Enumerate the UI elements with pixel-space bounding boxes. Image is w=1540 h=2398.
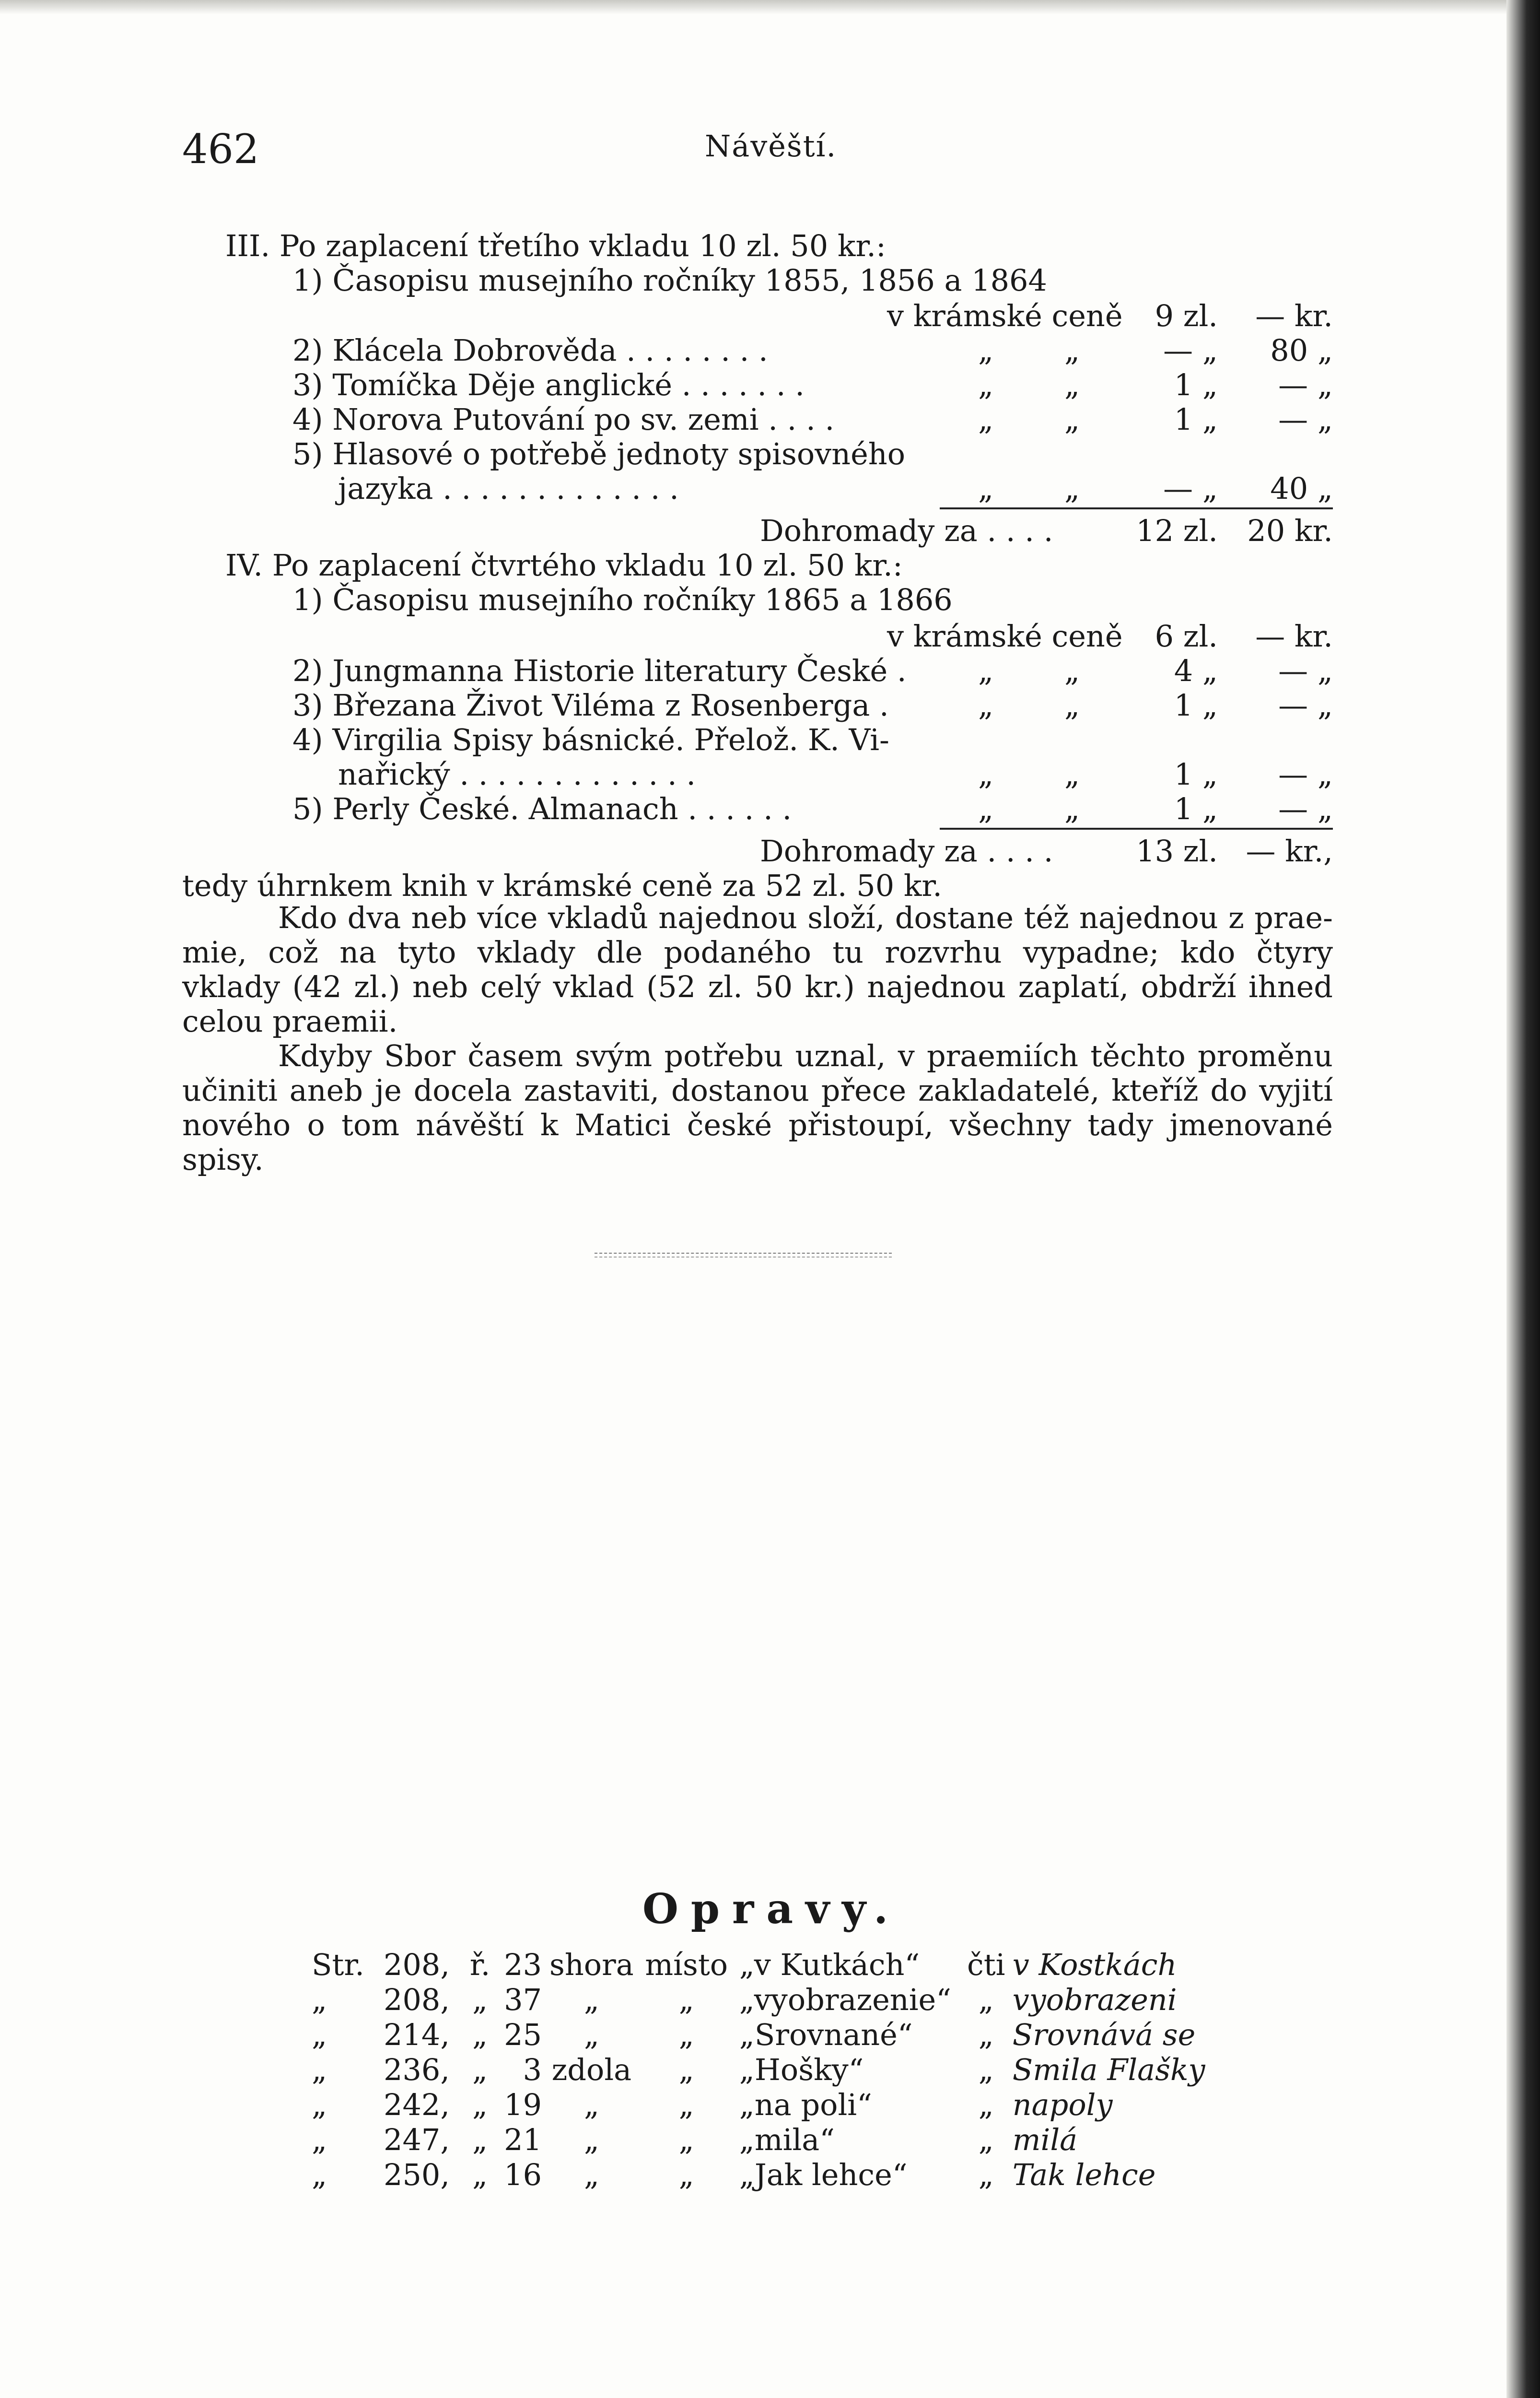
errata-row — [312, 2122, 1300, 2157]
ditto-mark: „ — [1064, 402, 1080, 437]
section-iii-item-3-kr: — „ — [1278, 367, 1333, 402]
section-separator — [595, 1253, 892, 1258]
errata-row-abbr: ř. — [469, 1947, 490, 1982]
paragraph-2-line-4: spisy. — [182, 1142, 264, 1177]
section-iv-item-2-zl: 4 „ — [1174, 653, 1218, 688]
section-iv-item-3-zl: 1 „ — [1174, 688, 1218, 723]
section-iii-item-4-kr: — „ — [1278, 402, 1333, 437]
errata-row-abbr: „ — [472, 1982, 488, 2017]
errata-line: 37 — [504, 1982, 542, 2017]
errata-correct: vyobrazeni — [1012, 1982, 1177, 2017]
summary-line: tedy úhrnkem knih v krámské ceně za 52 zl. 50 kr. — [182, 868, 942, 903]
ditto-mark: „ — [978, 653, 994, 688]
section-iv-total-zl: 13 zl. — [1136, 834, 1218, 869]
errata-wrong: „v Kutkách“ — [739, 1947, 920, 1982]
errata-str: „ — [312, 2157, 327, 2192]
section-iv-item-4-cont: nařický . . . . . . . . . . . . . — [338, 757, 696, 792]
section-iv-item-5-zl: 1 „ — [1174, 791, 1218, 826]
section-iv-item-2: 2) Jungmanna Historie literatury České . — [292, 653, 907, 688]
errata-cti: „ — [978, 2017, 994, 2052]
paragraph-1-line-1: Kdo dva neb více vkladů najednou složí, dostane též najednou z prae- — [278, 900, 1333, 935]
errata-row-abbr: „ — [472, 2017, 488, 2052]
section-iv-item-2-kr: — „ — [1278, 653, 1333, 688]
section-iii-total-zl: 12 zl. — [1136, 513, 1218, 548]
paragraph-1-line-3: vklady (42 zl.) neb celý vklad (52 zl. 50 kr.) najednou zaplatí, obdrží ihned — [182, 969, 1333, 1004]
ditto-mark: „ — [1064, 367, 1080, 402]
section-iii-total-label: Dohromady za . . . . — [760, 513, 1053, 548]
errata-wrong: „Jak lehce“ — [739, 2157, 908, 2192]
section-iii-item-5: 5) Hlasové o potřebě jednoty spisovného — [292, 436, 906, 471]
errata-misto: „ — [678, 2052, 694, 2087]
errata-str: „ — [312, 2087, 327, 2122]
errata-page: 247, — [384, 2122, 450, 2157]
ditto-mark: „ — [1064, 688, 1080, 723]
paragraph-1-line-2: mie, což na tyto vklady dle podaného tu rozvrhu vypadne; kdo čtyry — [182, 935, 1333, 970]
ditto-mark: „ — [978, 402, 994, 437]
section-iii-item-5-zl: — „ — [1163, 471, 1218, 506]
errata-cti: „ — [978, 2122, 994, 2157]
errata-misto: „ — [678, 2157, 694, 2192]
ditto-mark: „ — [978, 471, 994, 506]
errata-row-abbr: „ — [472, 2087, 488, 2122]
ditto-mark: „ — [1064, 471, 1080, 506]
errata-row — [312, 1947, 1300, 1982]
scan-right-edge — [1506, 0, 1540, 2398]
errata-line: 19 — [504, 2087, 542, 2122]
errata-position: zdola — [551, 2052, 632, 2087]
paragraph-2-line-2: učiniti aneb je docela zastaviti, dostanou přece zakladatelé, kteříž do vyjití — [182, 1073, 1333, 1108]
section-iv-item-4-kr: — „ — [1278, 757, 1333, 792]
section-iv-item-1-zl: 6 zl. — [1155, 619, 1218, 654]
section-iv-total-kr: — kr., — [1246, 834, 1333, 869]
errata-position: „ — [583, 2017, 599, 2052]
errata-correct: Tak lehce — [1012, 2157, 1156, 2192]
ditto-mark: „ — [978, 333, 994, 368]
section-iii-item-3-zl: 1 „ — [1174, 367, 1218, 402]
errata-line: 3 — [523, 2052, 542, 2087]
section-iv-item-4: 4) Virgilia Spisy básnické. Přelož. K. Vi- — [292, 722, 889, 757]
section-iii-item-1-price-label: v krámské ceně — [887, 298, 1123, 333]
errata-line: 21 — [504, 2122, 542, 2157]
errata-cti: „ — [978, 2157, 994, 2192]
errata-row — [312, 2087, 1300, 2122]
section-iii-item-3: 3) Tomíčka Děje anglické . . . . . . . — [292, 367, 805, 402]
errata-cti: „ — [978, 2087, 994, 2122]
scan-top-edge — [0, 0, 1540, 14]
section-iii-item-1: 1) Časopisu musejního ročníky 1855, 1856 a 1864 — [292, 263, 1047, 298]
errata-cti: „ — [978, 2052, 994, 2087]
errata-line: 25 — [504, 2017, 542, 2052]
errata-row — [312, 1982, 1300, 2017]
section-iii-item-2: 2) Klácela Dobrověda . . . . . . . . — [292, 333, 768, 368]
errata-row-abbr: „ — [472, 2052, 488, 2087]
errata-position: „ — [583, 2157, 599, 2192]
ditto-mark: „ — [1064, 333, 1080, 368]
opravy-title: Opravy. — [642, 1885, 901, 1933]
section-iii-item-1-kr: — kr. — [1255, 298, 1333, 333]
errata-page: 208, — [384, 1982, 450, 2017]
errata-row-abbr: „ — [472, 2157, 488, 2192]
paragraph-2-line-1: Kdyby Sbor časem svým potřebu uznal, v praemiích těchto proměnu — [278, 1038, 1333, 1073]
sum-rule — [940, 828, 1333, 830]
errata-misto: „ — [678, 2017, 694, 2052]
section-iv-item-5: 5) Perly České. Almanach . . . . . . — [292, 791, 792, 826]
errata-row-abbr: „ — [472, 2122, 488, 2157]
errata-str: Str. — [312, 1947, 364, 1982]
errata-correct: milá — [1012, 2122, 1078, 2157]
errata-wrong: „Srovnané“ — [739, 2017, 913, 2052]
errata-misto: místo — [645, 1947, 728, 1982]
errata-correct: v Kostkách — [1012, 1947, 1177, 1982]
section-iii-intro: III. Po zaplacení třetího vkladu 10 zl. 50 kr.: — [225, 228, 886, 263]
ditto-mark: „ — [978, 688, 994, 723]
errata-str: „ — [312, 2122, 327, 2157]
ditto-mark: „ — [978, 367, 994, 402]
page-number: 462 — [182, 126, 259, 173]
section-iv-item-1-kr: — kr. — [1255, 619, 1333, 654]
section-iv-item-1: 1) Časopisu musejního ročníky 1865 a 1866 — [292, 582, 953, 617]
section-iv-item-3-kr: — „ — [1278, 688, 1333, 723]
errata-page: 236, — [384, 2052, 450, 2087]
section-iii-item-5-cont: jazyka . . . . . . . . . . . . . — [338, 471, 679, 506]
section-iii-item-2-kr: 80 „ — [1270, 333, 1333, 368]
errata-cti: „ — [978, 1982, 994, 2017]
section-iii-item-1-zl: 9 zl. — [1155, 298, 1218, 333]
errata-position: „ — [583, 2087, 599, 2122]
errata-misto: „ — [678, 1982, 694, 2017]
errata-row — [312, 2052, 1300, 2087]
errata-line: 23 — [504, 1947, 542, 1982]
errata-page: 214, — [384, 2017, 450, 2052]
ditto-mark: „ — [1064, 791, 1080, 826]
errata-correct: napoly — [1012, 2087, 1113, 2122]
paragraph-1-line-4: celou praemii. — [182, 1004, 398, 1039]
section-iii-item-2-zl: — „ — [1163, 333, 1218, 368]
paragraph-2-line-3: nového o tom návěští k Matici české přistoupí, všechny tady jmenované — [182, 1107, 1333, 1142]
errata-str: „ — [312, 2017, 327, 2052]
section-iii-item-4: 4) Norova Putování po sv. zemi . . . . — [292, 402, 835, 437]
errata-row — [312, 2157, 1300, 2192]
errata-wrong: „na poli“ — [739, 2087, 872, 2122]
ditto-mark: „ — [978, 791, 994, 826]
section-iii-item-4-zl: 1 „ — [1174, 402, 1218, 437]
section-iv-item-5-kr: — „ — [1278, 791, 1333, 826]
errata-row — [312, 2017, 1300, 2052]
running-title: Návěští. — [705, 129, 837, 164]
errata-misto: „ — [678, 2122, 694, 2157]
errata-page: 208, — [384, 1947, 450, 1982]
ditto-mark: „ — [1064, 757, 1080, 792]
errata-line: 16 — [504, 2157, 542, 2192]
ditto-mark: „ — [1064, 653, 1080, 688]
errata-wrong: „mila“ — [739, 2122, 835, 2157]
errata-correct: Smila Flašky — [1012, 2052, 1205, 2087]
errata-position: „ — [583, 2122, 599, 2157]
errata-str: „ — [312, 2052, 327, 2087]
errata-position: shora — [549, 1947, 634, 1982]
section-iii-total-kr: 20 kr. — [1247, 513, 1333, 548]
section-iv-total-label: Dohromady za . . . . — [760, 834, 1053, 869]
section-iv-intro: IV. Po zaplacení čtvrtého vkladu 10 zl. 50 kr.: — [225, 548, 903, 583]
section-iv-item-3: 3) Březana Život Viléma z Rosenberga . — [292, 688, 889, 723]
errata-position: „ — [583, 1982, 599, 2017]
section-iv-item-1-price-label: v krámské ceně — [887, 619, 1123, 654]
errata-misto: „ — [678, 2087, 694, 2122]
errata-wrong: „Hošky“ — [739, 2052, 864, 2087]
errata-str: „ — [312, 1982, 327, 2017]
errata-page: 250, — [384, 2157, 450, 2192]
section-iv-item-4-zl: 1 „ — [1174, 757, 1218, 792]
ditto-mark: „ — [978, 757, 994, 792]
errata-table — [312, 1947, 1300, 2192]
section-iii-item-5-kr: 40 „ — [1270, 471, 1333, 506]
errata-correct: Srovnává se — [1012, 2017, 1196, 2052]
errata-page: 242, — [384, 2087, 450, 2122]
sum-rule — [940, 507, 1333, 509]
errata-cti: čti — [967, 1947, 1005, 1982]
errata-wrong: „vyobrazenie“ — [739, 1982, 951, 2017]
